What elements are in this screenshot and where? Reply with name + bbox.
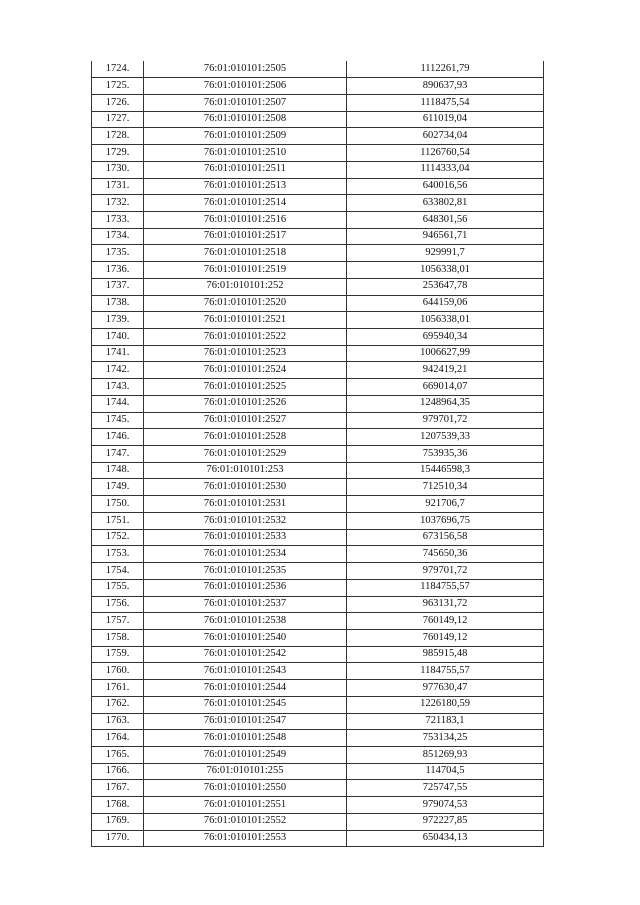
value-cell: 1056338,01 (347, 312, 544, 329)
value-cell: 979074,53 (347, 797, 544, 814)
cadastral-number-cell: 76:01:010101:2511 (144, 161, 347, 178)
cadastral-number-cell: 76:01:010101:2553 (144, 830, 347, 847)
cadastral-number-cell: 76:01:010101:2508 (144, 111, 347, 128)
table-row (92, 646, 544, 663)
table-row (92, 446, 544, 463)
cadastral-number-cell: 76:01:010101:2535 (144, 563, 347, 580)
cadastral-number-cell: 76:01:010101:253 (144, 462, 347, 479)
row-number-cell: 1742. (92, 362, 144, 379)
cadastral-number-cell: 76:01:010101:2551 (144, 797, 347, 814)
table-row (92, 797, 544, 814)
cadastral-number-cell: 76:01:010101:2540 (144, 629, 347, 646)
table-row (92, 195, 544, 212)
cadastral-number-cell: 76:01:010101:2548 (144, 730, 347, 747)
cadastral-number-cell: 76:01:010101:2519 (144, 262, 347, 279)
row-number-cell: 1725. (92, 78, 144, 95)
row-number-cell: 1759. (92, 646, 144, 663)
table-row (92, 362, 544, 379)
cadastral-number-cell: 76:01:010101:2507 (144, 94, 347, 111)
value-cell: 650434,13 (347, 830, 544, 847)
table-row (92, 546, 544, 563)
value-cell: 745650,36 (347, 546, 544, 563)
table-row (92, 312, 544, 329)
value-cell: 1248964,35 (347, 395, 544, 412)
cadastral-number-cell: 76:01:010101:2516 (144, 211, 347, 228)
value-cell: 1006627,99 (347, 345, 544, 362)
table-row (92, 128, 544, 145)
table-row (92, 379, 544, 396)
cadastral-number-cell: 76:01:010101:2510 (144, 145, 347, 162)
cadastral-number-cell: 76:01:010101:2528 (144, 429, 347, 446)
row-number-cell: 1757. (92, 613, 144, 630)
value-cell: 851269,93 (347, 746, 544, 763)
cadastral-number-cell: 76:01:010101:2524 (144, 362, 347, 379)
value-cell: 1037696,75 (347, 512, 544, 529)
row-number-cell: 1766. (92, 763, 144, 780)
table-row (92, 579, 544, 596)
row-number-cell: 1770. (92, 830, 144, 847)
row-number-cell: 1755. (92, 579, 144, 596)
row-number-cell: 1767. (92, 780, 144, 797)
table-row (92, 529, 544, 546)
table-row (92, 613, 544, 630)
cadastral-number-cell: 76:01:010101:2536 (144, 579, 347, 596)
row-number-cell: 1769. (92, 813, 144, 830)
table-row (92, 496, 544, 513)
table-row (92, 228, 544, 245)
table-row (92, 111, 544, 128)
row-number-cell: 1752. (92, 529, 144, 546)
cadastral-number-cell: 76:01:010101:2527 (144, 412, 347, 429)
cadastral-number-cell: 76:01:010101:255 (144, 763, 347, 780)
value-cell: 979701,72 (347, 563, 544, 580)
value-cell: 253647,78 (347, 278, 544, 295)
table-row (92, 295, 544, 312)
row-number-cell: 1765. (92, 746, 144, 763)
row-number-cell: 1730. (92, 161, 144, 178)
row-number-cell: 1735. (92, 245, 144, 262)
row-number-cell: 1737. (92, 278, 144, 295)
cadastral-number-cell: 76:01:010101:2526 (144, 395, 347, 412)
cadastral-number-cell: 76:01:010101:2522 (144, 329, 347, 346)
row-number-cell: 1727. (92, 111, 144, 128)
value-cell: 921706,7 (347, 496, 544, 513)
table-row (92, 479, 544, 496)
cadastral-number-cell: 76:01:010101:2533 (144, 529, 347, 546)
table-row (92, 813, 544, 830)
cadastral-number-cell: 76:01:010101:2544 (144, 680, 347, 697)
row-number-cell: 1741. (92, 345, 144, 362)
table-row (92, 512, 544, 529)
value-cell: 1114333,04 (347, 161, 544, 178)
row-number-cell: 1732. (92, 195, 144, 212)
value-cell: 669014,07 (347, 379, 544, 396)
value-cell: 979701,72 (347, 412, 544, 429)
table-row (92, 161, 544, 178)
value-cell: 890637,93 (347, 78, 544, 95)
value-cell: 963131,72 (347, 596, 544, 613)
value-cell: 602734,04 (347, 128, 544, 145)
value-cell: 15446598,3 (347, 462, 544, 479)
cadastral-number-cell: 76:01:010101:252 (144, 278, 347, 295)
row-number-cell: 1764. (92, 730, 144, 747)
value-cell: 721183,1 (347, 713, 544, 730)
cadastral-number-cell: 76:01:010101:2505 (144, 61, 347, 78)
cadastral-number-cell: 76:01:010101:2525 (144, 379, 347, 396)
table-row (92, 412, 544, 429)
value-cell: 1126760,54 (347, 145, 544, 162)
table-row (92, 429, 544, 446)
table-row (92, 329, 544, 346)
value-cell: 673156,58 (347, 529, 544, 546)
row-number-cell: 1768. (92, 797, 144, 814)
table-row (92, 746, 544, 763)
value-cell: 695940,34 (347, 329, 544, 346)
table-row (92, 696, 544, 713)
row-number-cell: 1739. (92, 312, 144, 329)
value-cell: 1207539,33 (347, 429, 544, 446)
cadastral-number-cell: 76:01:010101:2529 (144, 446, 347, 463)
cadastral-number-cell: 76:01:010101:2537 (144, 596, 347, 613)
row-number-cell: 1753. (92, 546, 144, 563)
cadastral-number-cell: 76:01:010101:2549 (144, 746, 347, 763)
value-cell: 760149,12 (347, 629, 544, 646)
row-number-cell: 1762. (92, 696, 144, 713)
row-number-cell: 1756. (92, 596, 144, 613)
table-row (92, 563, 544, 580)
value-cell: 648301,56 (347, 211, 544, 228)
table-body (92, 61, 544, 847)
table-row (92, 629, 544, 646)
cadastral-number-cell: 76:01:010101:2514 (144, 195, 347, 212)
value-cell: 633802,81 (347, 195, 544, 212)
row-number-cell: 1724. (92, 61, 144, 78)
row-number-cell: 1751. (92, 512, 144, 529)
row-number-cell: 1748. (92, 462, 144, 479)
row-number-cell: 1745. (92, 412, 144, 429)
table-row (92, 663, 544, 680)
row-number-cell: 1763. (92, 713, 144, 730)
cadastral-number-cell: 76:01:010101:2545 (144, 696, 347, 713)
table-row (92, 713, 544, 730)
cadastral-number-cell: 76:01:010101:2509 (144, 128, 347, 145)
row-number-cell: 1733. (92, 211, 144, 228)
cadastral-number-cell: 76:01:010101:2534 (144, 546, 347, 563)
value-cell: 929991,7 (347, 245, 544, 262)
value-cell: 114704,5 (347, 763, 544, 780)
table-row (92, 61, 544, 78)
table-row (92, 145, 544, 162)
value-cell: 1118475,54 (347, 94, 544, 111)
cadastral-number-cell: 76:01:010101:2530 (144, 479, 347, 496)
cadastral-number-cell: 76:01:010101:2550 (144, 780, 347, 797)
row-number-cell: 1734. (92, 228, 144, 245)
table-row (92, 730, 544, 747)
value-cell: 644159,06 (347, 295, 544, 312)
row-number-cell: 1729. (92, 145, 144, 162)
table-row (92, 596, 544, 613)
cadastral-number-cell: 76:01:010101:2531 (144, 496, 347, 513)
cadastral-number-cell: 76:01:010101:2538 (144, 613, 347, 630)
cadastral-number-cell: 76:01:010101:2521 (144, 312, 347, 329)
value-cell: 1226180,59 (347, 696, 544, 713)
value-cell: 972227,85 (347, 813, 544, 830)
row-number-cell: 1754. (92, 563, 144, 580)
row-number-cell: 1738. (92, 295, 144, 312)
value-cell: 977630,47 (347, 680, 544, 697)
cadastral-number-cell: 76:01:010101:2523 (144, 345, 347, 362)
value-cell: 1184755,57 (347, 579, 544, 596)
table-row (92, 680, 544, 697)
row-number-cell: 1746. (92, 429, 144, 446)
cadastral-number-cell: 76:01:010101:2532 (144, 512, 347, 529)
table-row (92, 211, 544, 228)
value-cell: 753935,36 (347, 446, 544, 463)
table-row (92, 780, 544, 797)
table-row (92, 763, 544, 780)
value-cell: 640016,56 (347, 178, 544, 195)
row-number-cell: 1743. (92, 379, 144, 396)
cadastral-number-cell: 76:01:010101:2547 (144, 713, 347, 730)
table-row (92, 462, 544, 479)
row-number-cell: 1749. (92, 479, 144, 496)
cadastral-number-cell: 76:01:010101:2517 (144, 228, 347, 245)
value-cell: 611019,04 (347, 111, 544, 128)
cadastral-number-cell: 76:01:010101:2542 (144, 646, 347, 663)
table-row (92, 178, 544, 195)
table-row (92, 395, 544, 412)
cadastral-number-cell: 76:01:010101:2513 (144, 178, 347, 195)
table-row (92, 245, 544, 262)
cadastral-value-table (91, 61, 544, 847)
row-number-cell: 1747. (92, 446, 144, 463)
value-cell: 725747,55 (347, 780, 544, 797)
table-row (92, 278, 544, 295)
row-number-cell: 1758. (92, 629, 144, 646)
table-row (92, 94, 544, 111)
value-cell: 712510,34 (347, 479, 544, 496)
value-cell: 946561,71 (347, 228, 544, 245)
row-number-cell: 1731. (92, 178, 144, 195)
value-cell: 760149,12 (347, 613, 544, 630)
value-cell: 942419,21 (347, 362, 544, 379)
cadastral-number-cell: 76:01:010101:2518 (144, 245, 347, 262)
value-cell: 753134,25 (347, 730, 544, 747)
row-number-cell: 1760. (92, 663, 144, 680)
table-row (92, 262, 544, 279)
row-number-cell: 1761. (92, 680, 144, 697)
row-number-cell: 1744. (92, 395, 144, 412)
row-number-cell: 1728. (92, 128, 144, 145)
row-number-cell: 1736. (92, 262, 144, 279)
cadastral-number-cell: 76:01:010101:2520 (144, 295, 347, 312)
value-cell: 1112261,79 (347, 61, 544, 78)
table-row (92, 78, 544, 95)
cadastral-number-cell: 76:01:010101:2552 (144, 813, 347, 830)
value-cell: 985915,48 (347, 646, 544, 663)
cadastral-number-cell: 76:01:010101:2543 (144, 663, 347, 680)
row-number-cell: 1726. (92, 94, 144, 111)
table-row (92, 830, 544, 847)
cadastral-number-cell: 76:01:010101:2506 (144, 78, 347, 95)
value-cell: 1056338,01 (347, 262, 544, 279)
table-row (92, 345, 544, 362)
row-number-cell: 1750. (92, 496, 144, 513)
row-number-cell: 1740. (92, 329, 144, 346)
value-cell: 1184755,57 (347, 663, 544, 680)
